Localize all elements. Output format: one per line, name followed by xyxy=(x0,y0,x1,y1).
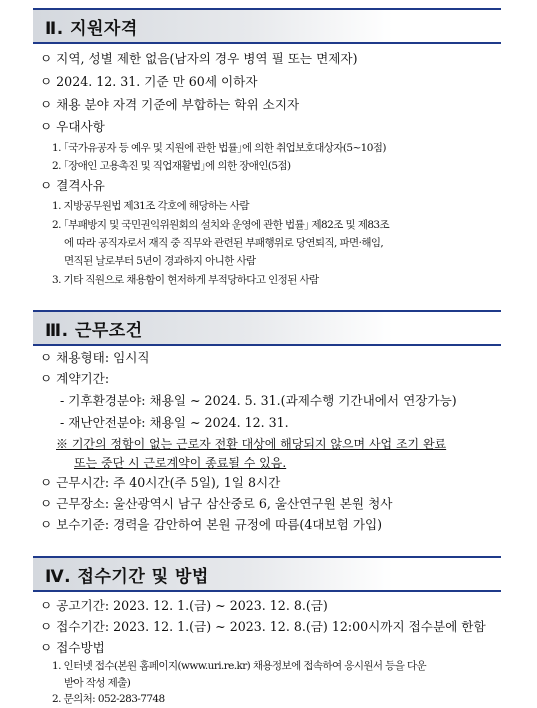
method-item: 2. 문의처: 052-283-7748 xyxy=(52,693,165,705)
qualification-item: ㅇ 지역, 성별 제한 없음(남자의 경우 병역 필 또는 면제자) xyxy=(40,51,358,66)
section-title: Ⅲ. 근무조건 xyxy=(45,321,143,341)
preference-item: 1. ｢국가유공자 등 예우 및 지원에 관한 법률｣에 의한 취업보호대상자(5~10점) xyxy=(52,142,386,154)
disqualification-item: 면직된 날로부터 5년이 경과하지 아니한 사람 xyxy=(64,255,256,267)
working-hours: ㅇ 근무시간: 주 40시간(주 5일), 1일 8시간 xyxy=(40,475,281,490)
notice-text: 또는 중단 시 근로계약이 종료될 수 있음. xyxy=(74,456,287,470)
method-item: 1. 인터넷 접수(본원 홈페이지(www.uri.re.kr) 채용정보에 접속하여 응시원서 등을 다운 xyxy=(52,660,427,672)
notice-text: ※ 기간의 정함이 없는 근로자 전환 대상에 해당되지 않으며 사업 조기 완료 xyxy=(56,437,447,451)
contract-period-item: - 기후환경분야: 채용일 ~ 2024. 5. 31.(과제수행 기간내에서 연장가능) xyxy=(60,393,457,408)
method-item: 받아 작성 제출) xyxy=(64,677,131,689)
receipt-period: ㅇ 접수기간: 2023. 12. 1.(금) ~ 2023. 12. 8.(금) 12:00시까지 접수분에 한함 xyxy=(40,619,486,634)
qualification-item: ㅇ 채용 분야 자격 기준에 부합하는 학위 소지자 xyxy=(40,97,300,112)
contract-period-item: - 재난안전분야: 채용일 ~ 2024. 12. 31. xyxy=(60,415,289,430)
work-location: ㅇ 근무장소: 울산광역시 남구 삼산중로 6, 울산연구원 본원 청사 xyxy=(40,496,393,511)
employment-type: ㅇ 채용형태: 임시직 xyxy=(40,350,150,365)
section-header-qualification xyxy=(33,8,501,44)
disqualification-item: 1. 지방공무원법 제31조 각호에 해당하는 사람 xyxy=(52,200,249,212)
disqualification-item: 3. 기타 직원으로 채용함이 현저하게 부적당하다고 인정된 사람 xyxy=(52,274,319,286)
preference-item: 2. ｢장애인 고용촉진 및 직업재활법｣에 의한 장애인(5점) xyxy=(52,160,291,172)
section-title: Ⅱ. 지원자격 xyxy=(45,19,138,39)
disqualification-item: 에 따라 공직자로서 재직 중 직무와 관련된 부패행위로 당연퇴직, 파면·해임, xyxy=(64,237,384,249)
method-title: ㅇ 접수방법 xyxy=(40,640,105,655)
qualification-item: ㅇ 2024. 12. 31. 기준 만 60세 이하자 xyxy=(40,74,258,89)
notice-period: ㅇ 공고기간: 2023. 12. 1.(금) ~ 2023. 12. 8.(금) xyxy=(40,598,328,613)
pay-standard: ㅇ 보수기준: 경력을 감안하여 본원 규정에 따름(4대보험 가입) xyxy=(40,517,383,532)
section-header-conditions xyxy=(33,310,501,346)
disqualification-title: ㅇ 결격사유 xyxy=(40,178,105,193)
disqualification-item: 2. ｢부패방지 및 국민권익위원회의 설치와 운영에 관한 법률｣ 제82조 및 제83조 xyxy=(52,219,390,231)
section-title: Ⅳ. 접수기간 및 방법 xyxy=(45,567,209,587)
section-header-application xyxy=(33,556,501,592)
qualification-item: ㅇ 우대사항 xyxy=(40,119,105,134)
contract-period-title: ㅇ 계약기간: xyxy=(40,371,110,386)
